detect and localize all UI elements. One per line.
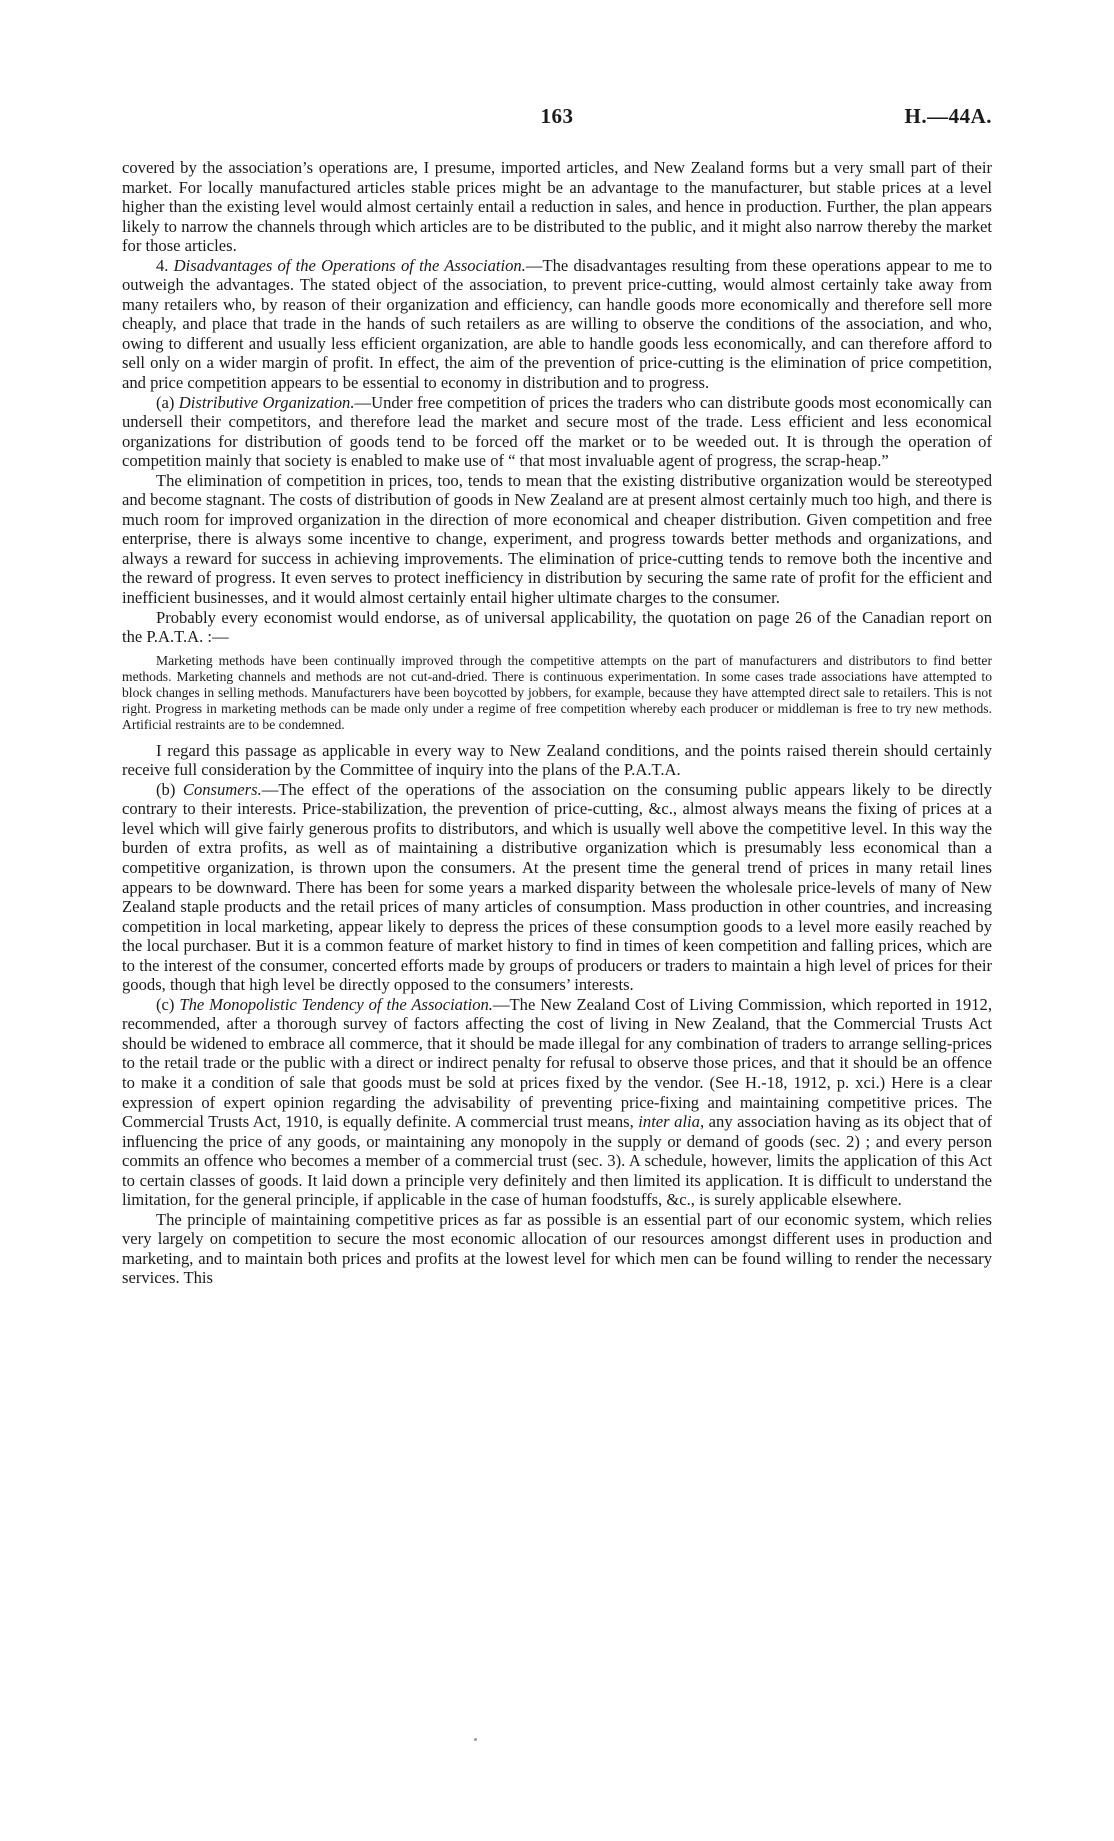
paragraph-disadvantages <box>122 256 992 393</box>
paragraph-text: Probably every economist would endorse, as of universal applicability, the quotation on page 26 of the Canadian report on the P.A.T.A. :— <box>122 607 992 647</box>
document-page <box>122 0 992 1841</box>
paragraph-text: —The New Zealand Cost of Living Commission, which reported in 1912, recommended, after a thorough survey of factors affecting the cost of living in New Zealand, that the Commercial Trusts Act should be widened to embrace all commerce, that it should be made illegal for any combination of traders to arrange selling-prices to the retail trade or the public with a direct or indirect penalty for refusal to observe those prices, and that it should be an offence to make it a condition of sale that goods must be sold at prices fixed by the vendor. (See H.-18, 1912, p. xci.) Here is a clear expression of expert opinion regarding the advisability of preventing price-fixing and maintaining competitive prices. The Commercial Trusts Act, 1910, is equally definite. A commercial trust means, <box>122 994 992 1132</box>
page-header <box>122 104 992 134</box>
section-number: 4. <box>156 255 174 275</box>
paragraph-text: —The effect of the operations of the association on the consuming public appears likely to be directly contrary to their interests. Price-stabilization, the prevention of price-cutting, &c., almost always means the fixing of prices at a level which will give fairly generous profits to distributors, and which is usually well above the competitive level. In this way the burden of extra profits, as well as of maintaining a distributive organization which is presumably less economical than a competitive organization, is thrown upon the consumers. At the present time the general trend of prices in many retail lines appears to be downward. There has been for some years a marked disparity between the wholesale price-levels of many of New Zealand staple products and the retail prices of many articles of consumption. Mass production in other countries, and increasing competition in local marketing, appear likely to depress the prices of these consumption goods to a level more easily reached by the local purchaser. But it is a common feature of market history to find in times of keen competition and falling prices, which are to the interest of the consumer, concerted efforts made by groups of producers or traders to maintain a high level of prices for their goods, though that high level be directly opposed to the consumers’ interests. <box>122 779 992 995</box>
paragraph-regard <box>122 741 992 780</box>
subsection-heading: The Monopolistic Tendency of the Association. <box>179 994 493 1014</box>
paragraph-continuation <box>122 158 992 256</box>
paragraph-text: I regard this passage as applicable in every way to New Zealand conditions, and the points raised therein should certainly receive full consideration by the Committee of inquiry into the plans of the P.A.T.A. <box>122 740 992 780</box>
paragraph-text: —The disadvantages resulting from these operations appear to me to outweigh the advantages. The stated object of the association, to prevent price-cutting, would almost certainly take away from many retailers who, by reason of their organization and efficiency, can handle goods more economically and therefore sell more cheaply, and place that trade in the hands of such retailers as are willing to observe the conditions of the association, and who, owing to different and usually less efficient organization, are able to handle goods less economically, and can therefore afford to sell only on a wider margin of profit. In effect, the aim of the prevention of price-cutting is the elimination of price competition, and price competition appears to be essential to economy in distribution and to progress. <box>122 255 993 393</box>
paragraph-principle <box>122 1210 992 1288</box>
latin-phrase: inter alia <box>638 1112 700 1132</box>
subsection-heading: Distributive Organization. <box>178 392 355 412</box>
paragraph-consumers <box>122 780 992 995</box>
page-number: 163 <box>540 104 574 128</box>
subsection-label: (a) <box>156 392 179 412</box>
subsection-label: (b) <box>156 779 183 799</box>
paragraph-text: , any association having as its object that of influencing the price of any goods, or maintaining any monopoly in the supply or demand of goods (sec. 2) ; and every person commits an offence who becomes a member of a commercial trust (sec. 3). A schedule, however, limits the application of this Act to certain classes of goods. It laid down a principle very definitely and then limited its application. It is difficult to understand the limitation, for the general principle, if applicable in the case of human foodstuffs, &c., is surely applicable elsewhere. <box>122 1112 993 1210</box>
block-quotation <box>122 653 992 733</box>
paragraph-text: —Under free competition of prices the traders who can distribute goods most economically can undersell their competitors, and therefore lead the market and secure most of the trade. Less efficient and less economical organizations for distribution of goods tend to be forced off the market or to be weeded out. It is through the operation of competition mainly that society is enabled to make use of “ that most invaluable agent of progress, the scrap-heap.” <box>122 392 992 471</box>
paragraph-text: covered by the association’s operations are, I presume, imported articles, and New Zealand forms but a very small part of their market. For locally manufactured articles stable prices might be an advantage to the manufacturer, but stable prices at a level higher than the existing level would almost certainly entail a reduction in sales, and hence in production. Further, the plan appears likely to narrow the channels through which articles are to be distributed to the public, and it might also narrow thereby the market for those articles. <box>122 158 992 256</box>
subsection-label: (c) <box>156 994 180 1014</box>
paragraph-elimination <box>122 471 992 608</box>
document-reference: H.—44A. <box>904 104 992 128</box>
paragraph-text: The elimination of competition in prices, too, tends to mean that the existing distributive organization would be stereotyped and become stagnant. The costs of distribution of goods in New Zealand are at present almost certainly much too high, and there is much room for improved organization in the direction of more economical and cheaper distribution. Given competition and free enterprise, there is always some incentive to change, experiment, and progress towards better methods and organizations, and always a reward for success in achieving improvements. The elimination of price-cutting tends to remove both the incentive and the reward of progress. It even serves to protect inefficiency in distribution by securing the same rate of profit for the efficient and inefficient businesses, and it would almost certainly entail higher ultimate charges to the consumer. <box>122 470 992 608</box>
paragraph-economist <box>122 608 992 647</box>
subsection-heading: Consumers. <box>182 779 262 799</box>
paragraph-distributive-organization <box>122 393 992 471</box>
paragraph-monopolistic <box>122 995 992 1210</box>
quotation-text: Marketing methods have been continually improved through the competitive attempts on the part of manufacturers and distributors to find better methods. Marketing channels and methods are not cut-and-dried. There is continuous experimentation. In some cases trade associations have attempted to block changes in selling methods. Manufacturers have been boycotted by jobbers, for example, because they have attempted direct sale to retailers. This is not right. Progress in marketing methods can be made only under a regime of free competition whereby each producer or middleman is free to try new methods. Artificial restraints are to be condemned. <box>122 652 992 732</box>
section-heading: Disadvantages of the Operations of the Association. <box>173 255 526 275</box>
paragraph-text: The principle of maintaining competitive prices as far as possible is an essential part of our economic system, which relies very largely on competition to secure the most economic allocation of our resources amongst different uses in production and marketing, and to maintain both prices and profits at the lowest level for which men can be found willing to render the necessary services. This <box>122 1209 992 1288</box>
page-footer-mark <box>474 1738 477 1741</box>
body-text <box>122 158 992 1288</box>
